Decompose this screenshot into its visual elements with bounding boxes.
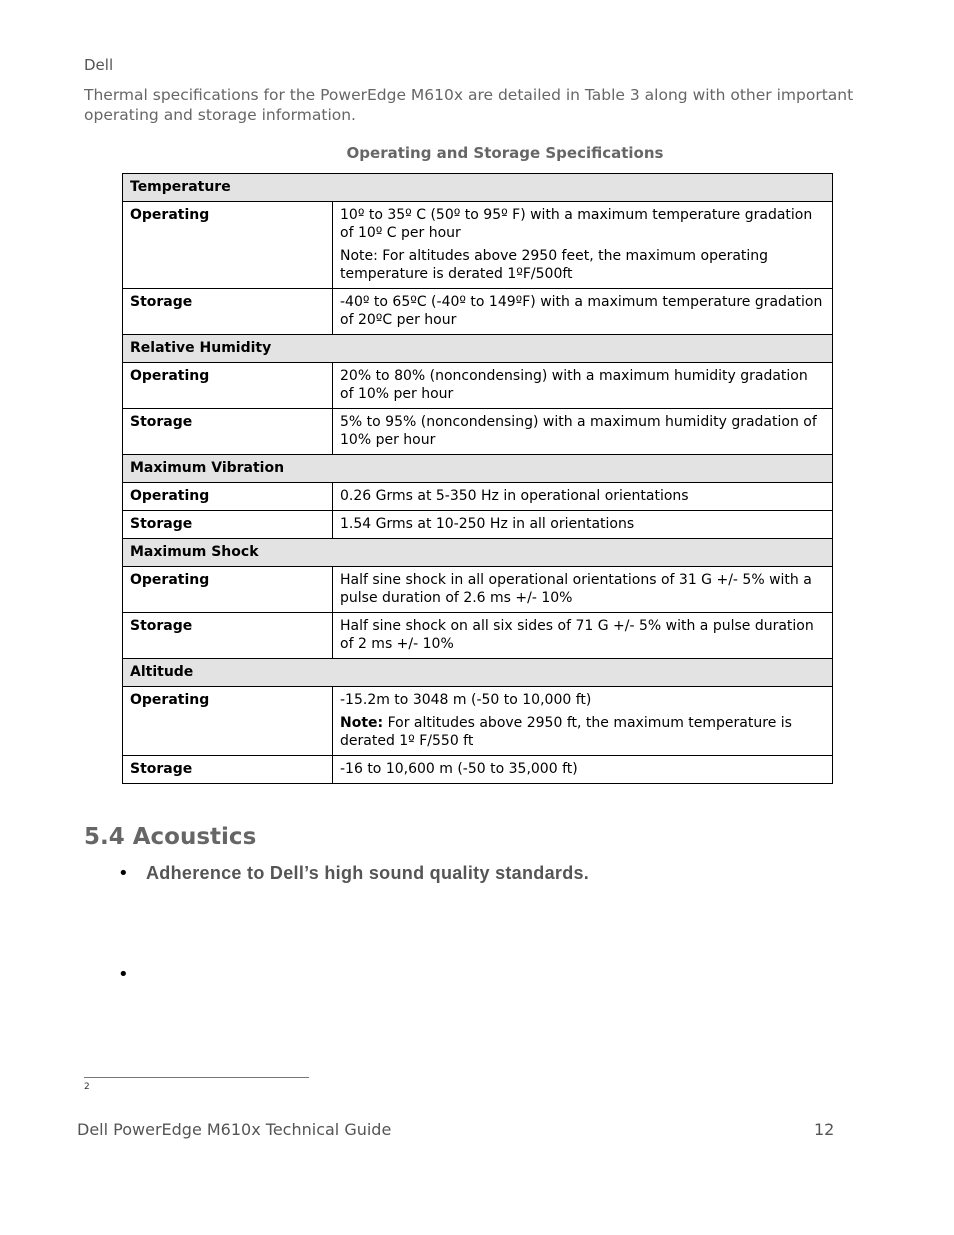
table-row — [123, 756, 833, 784]
table-row — [123, 483, 833, 511]
row-value — [333, 202, 833, 289]
row-label: Operating — [123, 687, 333, 756]
row-value-text: -15.2m to 3048 m (-50 to 10,000 ft) — [340, 692, 592, 708]
row-value-text: 10º to 35º C (50º to 95º F) with a maximum temperature gradation of 10º C per hour — [340, 207, 813, 241]
footnote-number: 2 — [84, 1082, 90, 1092]
table-row — [123, 567, 833, 613]
table-row — [123, 511, 833, 539]
table-section-row — [123, 659, 833, 687]
table-section-row — [123, 335, 833, 363]
section-title-altitude: Altitude — [123, 659, 833, 687]
row-value: Half sine shock in all operational orientations of 31 G +/- 5% with a pulse duration of 2.6 ms +/- 10% — [333, 567, 833, 613]
row-label: Operating — [123, 202, 333, 289]
section-title-vibration: Maximum Vibration — [123, 455, 833, 483]
row-value: -16 to 10,600 m (-50 to 35,000 ft) — [333, 756, 833, 784]
row-value: Half sine shock on all six sides of 71 G +/- 5% with a pulse duration of 2 ms +/- 10% — [333, 613, 833, 659]
row-value-note — [340, 714, 825, 750]
row-label: Operating — [123, 567, 333, 613]
page-number: 12 — [814, 1120, 835, 1139]
table-section-row — [123, 174, 833, 202]
row-label: Operating — [123, 363, 333, 409]
table-row — [123, 613, 833, 659]
table-row — [123, 409, 833, 455]
bullet-glyph: • — [118, 964, 129, 985]
row-value — [333, 687, 833, 756]
row-value: 20% to 80% (noncondensing) with a maximum humidity gradation of 10% per hour — [333, 363, 833, 409]
row-value: 5% to 95% (noncondensing) with a maximum humidity gradation of 10% per hour — [333, 409, 833, 455]
section-heading: 5.4 Acoustics — [84, 824, 257, 850]
row-label: Storage — [123, 511, 333, 539]
row-value: 1.54 Grms at 10-250 Hz in all orientations — [333, 511, 833, 539]
row-label: Storage — [123, 613, 333, 659]
table-section-row — [123, 455, 833, 483]
section-title-shock: Maximum Shock — [123, 539, 833, 567]
table-row — [123, 363, 833, 409]
row-label: Operating — [123, 483, 333, 511]
intro-paragraph: Thermal specifications for the PowerEdge M610x are detailed in Table 3 along with other important operating and storage information. — [84, 86, 854, 124]
bullet-glyph: • — [118, 863, 129, 884]
footnote-divider — [84, 1077, 309, 1078]
table-row — [123, 289, 833, 335]
specifications-table — [122, 173, 833, 784]
note-label: Note: — [340, 715, 384, 731]
row-label: Storage — [123, 756, 333, 784]
row-label: Storage — [123, 409, 333, 455]
table-section-row — [123, 539, 833, 567]
row-label: Storage — [123, 289, 333, 335]
page-header: Dell — [84, 56, 114, 74]
row-value-note: Note: For altitudes above 2950 feet, the maximum operating temperature is derated 1ºF/500ft — [340, 248, 769, 282]
table-row — [123, 202, 833, 289]
section-title-temperature: Temperature — [123, 174, 833, 202]
table-row — [123, 687, 833, 756]
section-title-humidity: Relative Humidity — [123, 335, 833, 363]
table-caption: Operating and Storage Specifications — [346, 144, 664, 162]
note-text: For altitudes above 2950 ft, the maximum temperature is derated 1º F/550 ft — [340, 715, 792, 749]
bullet-item: Adherence to Dell’s high sound quality standards. — [146, 863, 590, 883]
row-value: -40º to 65ºC (-40º to 149ºF) with a maximum temperature gradation of 20ºC per hour — [333, 289, 833, 335]
row-value: 0.26 Grms at 5-350 Hz in operational orientations — [333, 483, 833, 511]
footer-title: Dell PowerEdge M610x Technical Guide — [77, 1120, 392, 1139]
